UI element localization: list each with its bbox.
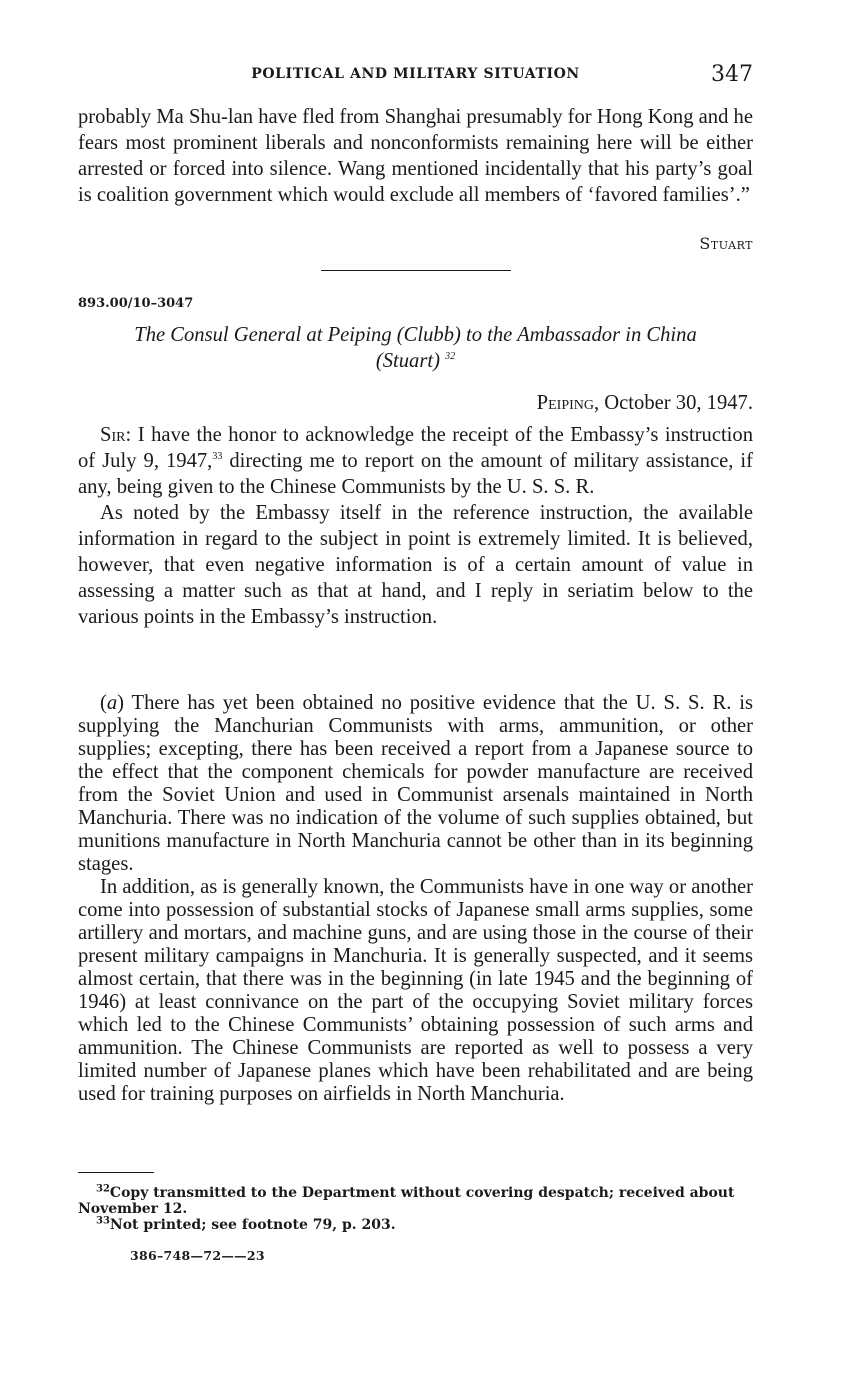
page-header — [78, 62, 753, 86]
running-head: POLITICAL AND MILITARY SITUATION — [251, 66, 580, 82]
document-heading — [78, 322, 753, 374]
paragraph-2: As noted by the Embassy itself in the reference instruction, the available information in regard to the subject in point is extremely limited. It is believed, however, that even negative information is of a certain amount of value in assessing a matter such as that at hand, and I reply in seriatim below to the various points in the Embassy’s instruction. — [78, 502, 753, 628]
footnote-mark: 32 — [96, 1183, 110, 1195]
footnote-text: Not printed; see footnote 79, p. 203. — [109, 1217, 396, 1233]
document-title-line-1: The Consul General at Peiping (Clubb) to the Ambassador in China — [134, 324, 697, 346]
footnotes — [78, 1185, 753, 1233]
footnote-ref-32: 32 — [445, 351, 456, 363]
document-title-recipient: (Stuart) — [375, 350, 440, 372]
paragraph-1-text-b: directing me to report on the amount of military assistance, if any, being given to the Chinese Communists by the U. S. S. R. — [78, 450, 753, 498]
paragraph-3-label: a — [106, 692, 118, 714]
footnote-32 — [78, 1185, 753, 1217]
paragraph-1 — [78, 422, 753, 500]
footnote-ref-33: 33 — [212, 451, 223, 463]
footnote-divider — [78, 1172, 154, 1173]
paragraph-4: In addition, as is generally known, the Communists have in one way or another come into possession of substantial stocks of Japanese small arms supplies, some artillery and mortars, and machine guns, and are using those in the course of their present military campaigns in Manchuria. It is generally suspected, and it seems almost certain, that there was in the beginning (in late 1945 and the beginning of 1946) at least connivance on the part of the occupying Soviet military forces which led to the Chinese Communists’ obtaining possession of such arms and ammunition. The Chinese Communists are reported as well to possess a very limited number of Japanese planes which have been rehabilitated and are being used for training purposes on airfields in North Manchuria. — [78, 876, 753, 1105]
document-title-line-2 — [78, 348, 753, 374]
place: Peiping — [536, 392, 594, 414]
footnote-33 — [78, 1217, 753, 1233]
footnote-text: Copy transmitted to the Department without covering despatch; received about November 12. — [78, 1185, 735, 1217]
section-divider — [321, 270, 511, 271]
paragraph-1-text-a: : I have the honor to acknowledge the receipt of the Embassy’s instruction of July 9, 1947, — [78, 424, 753, 472]
paragraph-3: (a) There has yet been obtained no positive evidence that the U. S. S. R. is supplying the Manchurian Communists with arms, ammunition, or other supplies; excepting, there has been received a report from a Japanese source to the effect that the component chemicals for powder manufacture are received from the Soviet Union and used in Communist arsenals maintained in North Manchuria. There was no indication of the volume of such supplies obtained, but munitions manufacture in North Manchuria cannot be other than in its beginning stages. — [78, 692, 753, 875]
footnote-mark: 33 — [96, 1215, 110, 1227]
document-number: 893.00/10–3047 — [78, 296, 194, 311]
letter-body-lower — [78, 692, 753, 1106]
letter-body-upper — [78, 422, 753, 630]
place-and-date — [537, 392, 753, 415]
date: , October 30, 1947. — [594, 392, 753, 414]
continuation-paragraph: probably Ma Shu-lan have fled from Shanghai presumably for Hong Kong and he fears most prominent liberals and nonconformists remaining here will be either arrested or forced into silence. Wang mentioned incidentally that his party’s goal is coalition government which would exclude all members of ‘favored families’.” — [78, 106, 753, 206]
paragraph-3-text: There has yet been obtained no positive evidence that the U. S. S. R. is supplying the Manchurian Communists with arms, ammunition, or other supplies; excepting, there has been received a report from a Japanese source to the effect that the component chemicals for powder manufacture are received from the Soviet Union and used in Communist arsenals maintained in North Manchuria. There was no indication of the volume of such supplies obtained, but munitions manufacture in North Manchuria cannot be other than in its beginning stages. — [78, 692, 753, 875]
page-number: 347 — [711, 62, 753, 87]
salutation: Sir — [100, 424, 126, 446]
signature: Stuart — [699, 234, 753, 253]
print-code: 386–748—72——23 — [130, 1248, 265, 1263]
